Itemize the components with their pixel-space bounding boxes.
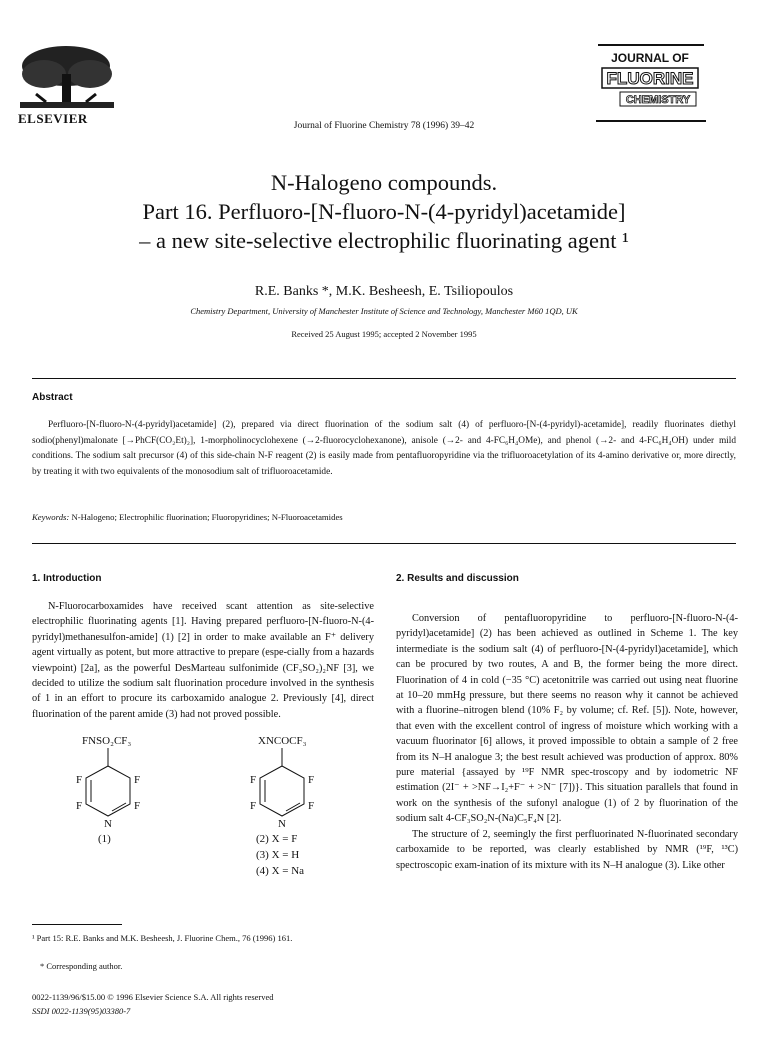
journal-logo-line1: JOURNAL OF <box>611 51 689 65</box>
abstract-heading: Abstract <box>32 392 73 403</box>
section-2-text <box>396 611 738 873</box>
structure-1-f2: F <box>134 774 141 786</box>
structure-1-f3: F <box>76 800 83 812</box>
section-2-paragraph-1: Conversion of pentafluoropyridine to perfluoro-[N-fluoro-N-(4-pyridyl)acetamide] (2) has been achieved as outlined in Scheme 1. The key intermediate is the sodium salt (4) of perfluoro-[N-(4-pyridyl)acetamide], which can be procured by two routes, A and B, the former being the more direct. Fluorination of 4 in cold (−35 °C) acetonitrile was carried out using neat fluorine at 10–20 mmHg pressure, but there seems no reason why it cannot be achieved with a fluorine–nitrogen blend (10% F₂ by volume; cf. Ref. [5]). Note, however, that even with the excellent control of ingress of moisture which working with a vacuum fluorinator [6] allows, it proved impossible to obtain a sample of 2 free from its N–H analogue 3; the best result achieved was production of approx. 80% pure material {assayed by ¹⁹F NMR spec-troscopy and by iodometric NF estimation (2I⁻ + >NF→I₂+F⁻ + >N⁻ [7])}. This situation parallels that found in work on the synthesis of the sufonyl analogue (1) of 2 by fluorination of the sodium salt 4-CF₃SO₂N-(Na)C₅F₄N [2]. <box>396 613 738 825</box>
journal-logo <box>596 48 704 114</box>
publisher-name: ELSEVIER <box>18 111 88 126</box>
elsevier-tree-logo <box>16 44 118 112</box>
structure-3-label: (3) X = H <box>256 849 300 861</box>
title-line-1: N-Halogeno compounds. <box>270 170 498 195</box>
section-1-paragraph: N-Fluorocarboxamides have received scant attention as site-selective electrophilic fluorinating agents [1]. Having prepared perfluoro-[N-fluoro-N-(4-pyridyl)methanesulfon-amide] (1) [2] in order to make available an F⁺ delivery agent virtually as potent, but more attractive to prepare (espe-cially from a hazards viewpoint) [2a], as the powerful DesMarteau sulfonimide (CF₃SO₂)₂NF [3], we decided to utilize the sodium salt fluorination procedure involved in the synthesis of 1 in an effort to procure its carboxamido analogue 2. Previously [4], direct fluorination of the parent amide (3) had not proved possible. <box>32 601 374 720</box>
title-line-2: Part 16. Perfluoro-[N-fluoro-N-(4-pyridyl)acetamide] <box>142 199 626 224</box>
abstract-top-rule <box>32 378 736 379</box>
structure-1-label: (1) <box>98 833 111 845</box>
ssdi-line: SSDI 0022-1139(95)03380-7 <box>32 1006 131 1016</box>
footnote-corresponding: * Corresponding author. <box>40 961 123 971</box>
structure-1-f1: F <box>76 774 83 786</box>
abstract-text: Perfluoro-[N-fluoro-N-(4-pyridyl)acetamide] (2), prepared via direct fluorination of the sodium salt (4) of perfluoro-[N-(4-pyridyl)-acetamide], readily fluorinates diethyl sodio(phenyl)malonate [→PhCF(CO₂Et)₂], 1-morpholinocyclohexene (→2-fluorocyclohexanone), anisole (→2- and 4-FC₆H₄OMe), and phenol (→2- and 4-FC₆H₄OH) under mild conditions. The sodium salt precursor (4) of this side-chain N-F reagent (2) is easily made from pentafluoropyridine via the trifluoroacetylation of its 4-amino derivative or, more directly, by treating it with two equivalents of the monosodium salt of trifluoroacetamide. <box>32 420 736 477</box>
copyright-line: 0022-1139/96/$15.00 © 1996 Elsevier Science S.A. All rights reserved <box>32 992 274 1002</box>
authors: R.E. Banks *, M.K. Besheesh, E. Tsiliopoulos <box>254 284 514 299</box>
title-line-3: – a new site-selective electrophilic fluorinating agent ¹ <box>139 228 629 253</box>
abstract-bottom-rule <box>32 543 736 544</box>
structure-1-f4: F <box>134 800 141 812</box>
structure-2-f4: F <box>308 800 315 812</box>
journal-reference: Journal of Fluorine Chemistry 78 (1996) 39–42 <box>293 121 475 131</box>
structure-2-f3: F <box>250 800 257 812</box>
section-2-paragraph-2: The structure of 2, seemingly the first perfluorinated N-fluorinated secondary carboxamide to be reported, was clearly established by NMR (¹⁹F, ¹³C) spectroscopic exam-ination of its mixture with its N–H analogue (3). Like other <box>396 828 738 871</box>
keywords <box>32 512 736 522</box>
chemical-structures <box>60 732 370 888</box>
section-1-heading: 1. Introduction <box>32 573 102 584</box>
structure-2-label: (2) X = F <box>256 833 298 845</box>
keywords-label: Keywords: <box>32 512 70 522</box>
received-dates: Received 25 August 1995; accepted 2 November 1995 <box>291 329 477 339</box>
structure-1-substituent: FNSO₂CF₃ <box>82 735 132 747</box>
affiliation: Chemistry Department, University of Manchester Institute of Science and Technology, Manchester M60 1QD, UK <box>190 306 578 316</box>
footnote-rule <box>32 924 122 925</box>
structure-2-n: N <box>278 818 286 830</box>
article-title <box>0 168 768 255</box>
journal-logo-line2: FLUORINE <box>606 69 694 88</box>
structure-2-substituent: XNCOCF₃ <box>258 735 307 747</box>
structure-2-f2: F <box>308 774 315 786</box>
structure-1-n: N <box>104 818 112 830</box>
structure-4-label: (4) X = Na <box>256 865 305 877</box>
footnote-1: ¹ Part 15: R.E. Banks and M.K. Besheesh, J. Fluorine Chem., 76 (1996) 161. <box>32 933 293 943</box>
keywords-list: N-Halogeno; Electrophilic fluorination; Fluoropyridines; N-Fluoroacetamides <box>71 512 343 522</box>
section-2-heading: 2. Results and discussion <box>396 573 519 584</box>
section-1-text <box>32 599 374 722</box>
journal-logo-line3: CHEMISTRY <box>625 94 691 106</box>
structure-2-f1: F <box>250 774 257 786</box>
